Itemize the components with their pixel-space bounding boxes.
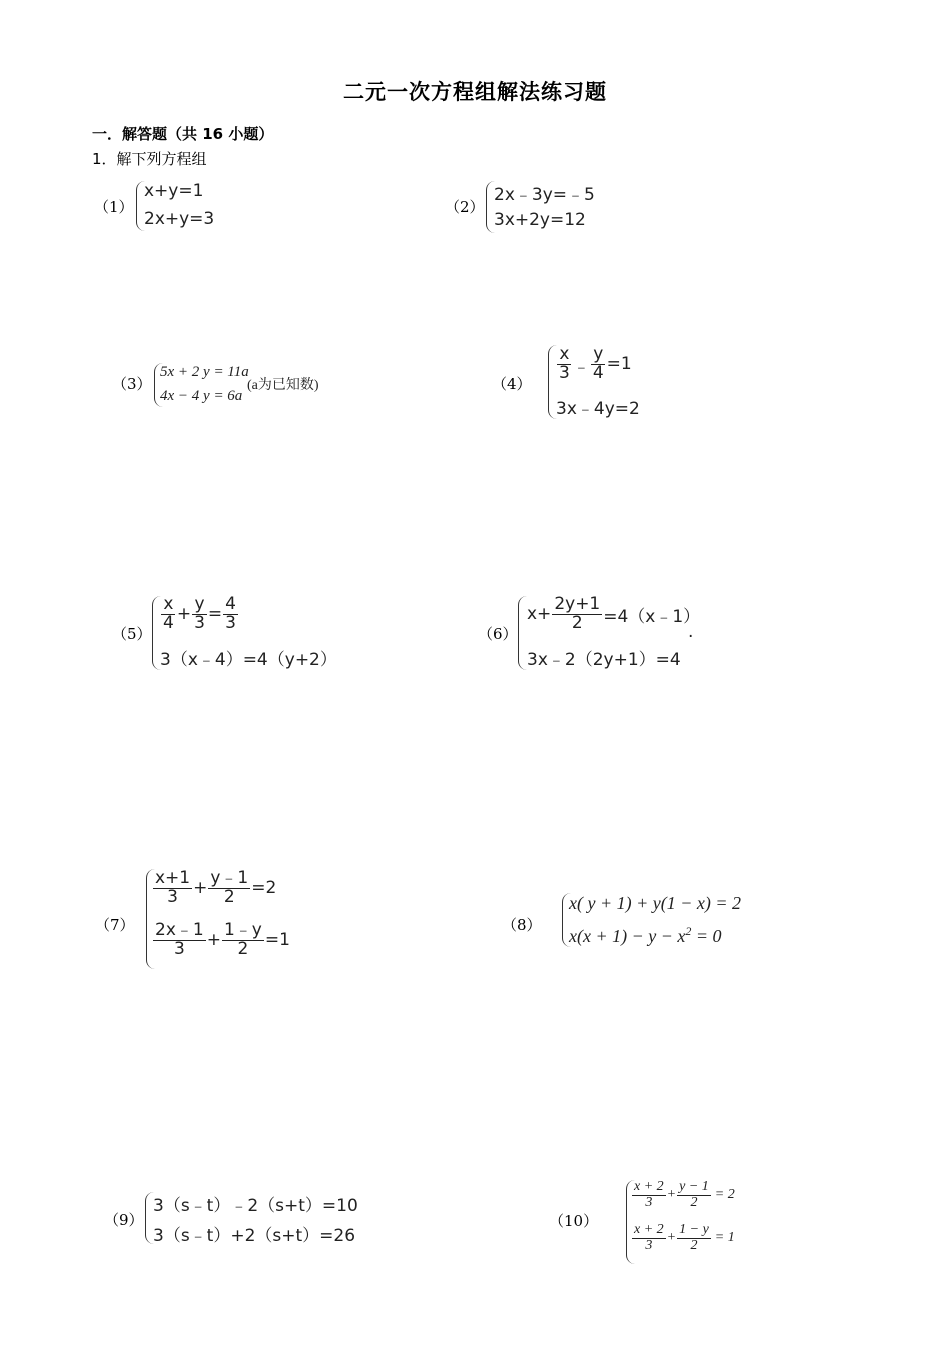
fraction-denominator: 3 [559, 362, 570, 383]
equation-rhs: =2 [251, 878, 277, 899]
fraction-denominator: 3 [225, 612, 236, 633]
problem-label: （2） [445, 198, 485, 216]
equation-line-2 [631, 1223, 735, 1253]
operator: ﹣ [572, 356, 590, 377]
fraction-denominator: 3 [194, 612, 205, 633]
fraction-denominator: 4 [592, 362, 604, 383]
equation-line-1 [160, 596, 239, 633]
equation-rhs: = 1 [714, 1230, 735, 1246]
question-1-prompt: 1．解下列方程组 [92, 150, 207, 168]
equation-rhs: = 0 [691, 926, 722, 946]
equation-line-2 [569, 924, 722, 947]
operator: + [206, 930, 221, 951]
section-heading: 一．解答题（共 16 小题） [92, 125, 274, 143]
equation-line-2: 4x − 4 y = 6a [160, 388, 243, 404]
fraction-numerator: y﹣1 [210, 868, 249, 888]
equation-line-2: 2x+y=3 [144, 209, 215, 229]
equation-line-2: 3x﹣2（2y+1）=4 [527, 650, 681, 670]
fraction-numerator: x + 2 [634, 1179, 664, 1194]
problem-label: （8） [502, 916, 542, 934]
problem-label: （3） [112, 375, 152, 393]
fraction-numerator: 2x﹣1 [155, 920, 204, 940]
equation-line-1: 2x﹣3y=﹣5 [494, 185, 595, 205]
known-constant-note: (a为已知数) [247, 378, 319, 393]
equation-rhs: = 2 [714, 1187, 735, 1203]
operator: + [193, 878, 208, 899]
fraction-numerator: x+1 [155, 868, 191, 888]
fraction-denominator: 2 [571, 612, 583, 633]
fraction-numerator: 1﹣y [223, 920, 262, 940]
equation-line-1: x( y + 1) + y(1 − x) = 2 [569, 893, 742, 913]
equation-line-1 [527, 596, 700, 633]
problem-label: （7） [95, 916, 135, 934]
fraction-denominator: 3 [167, 886, 178, 907]
equation-lhs: x(x + 1) − y − x [569, 926, 686, 946]
equation-line-1 [556, 346, 632, 383]
equation-line-1: x+y=1 [144, 181, 204, 201]
fraction-denominator: 2 [237, 938, 249, 959]
problem-label: （9） [104, 1211, 144, 1229]
problem-label: （1） [94, 198, 134, 216]
operator: + [176, 604, 192, 625]
equation-line-1: 3（s﹣t）﹣2（s+t）=10 [153, 1196, 358, 1216]
equation-lhs: x+ [527, 604, 552, 625]
fraction-numerator: 1 − y [679, 1222, 709, 1237]
equals-sign: = [207, 604, 223, 625]
equation-line-1 [152, 870, 276, 907]
equation-line-2: 3x+2y=12 [494, 210, 586, 230]
fraction-numerator: 4 [225, 594, 236, 614]
fraction-numerator: y [593, 344, 604, 364]
page-title: 二元一次方程组解法练习题 [343, 80, 607, 104]
fraction-numerator: x [163, 594, 174, 614]
fraction-numerator: x + 2 [634, 1222, 664, 1237]
fraction-numerator: 2y+1 [554, 594, 601, 614]
equation-line-1 [631, 1180, 735, 1210]
equation-line-2: 3（s﹣t）+2（s+t）=26 [153, 1226, 356, 1246]
fraction-denominator: 2 [690, 1237, 698, 1253]
equation-rhs: =4（x﹣1） [603, 606, 701, 627]
problem-label: （4） [492, 375, 532, 393]
trailing-period: . [688, 622, 694, 642]
fraction-numerator: x [559, 344, 570, 364]
exponent: 2 [685, 924, 692, 938]
system-brace [518, 596, 527, 670]
operator: + [666, 1230, 677, 1246]
fraction-denominator: 3 [173, 938, 185, 959]
fraction-denominator: 2 [223, 886, 235, 907]
fraction-denominator: 3 [645, 1194, 653, 1210]
fraction-denominator: 4 [163, 612, 174, 633]
fraction-numerator: y [194, 594, 205, 614]
equation-line-2: 3（x﹣4）=4（y+2） [160, 650, 337, 670]
equation-line-1: 5x + 2 y = 11a [160, 364, 249, 380]
fraction-denominator: 2 [690, 1194, 698, 1210]
problem-label: （10） [549, 1212, 599, 1230]
fraction-numerator: y − 1 [679, 1179, 709, 1194]
equation-rhs: =1 [606, 354, 632, 375]
problem-label: （5） [112, 625, 152, 643]
fraction-denominator: 3 [645, 1237, 653, 1253]
equation-line-2: 3x﹣4y=2 [556, 399, 640, 419]
operator: + [666, 1187, 677, 1203]
equation-rhs: =1 [264, 930, 290, 951]
problem-label: （6） [478, 625, 518, 643]
equation-line-2 [152, 922, 290, 959]
